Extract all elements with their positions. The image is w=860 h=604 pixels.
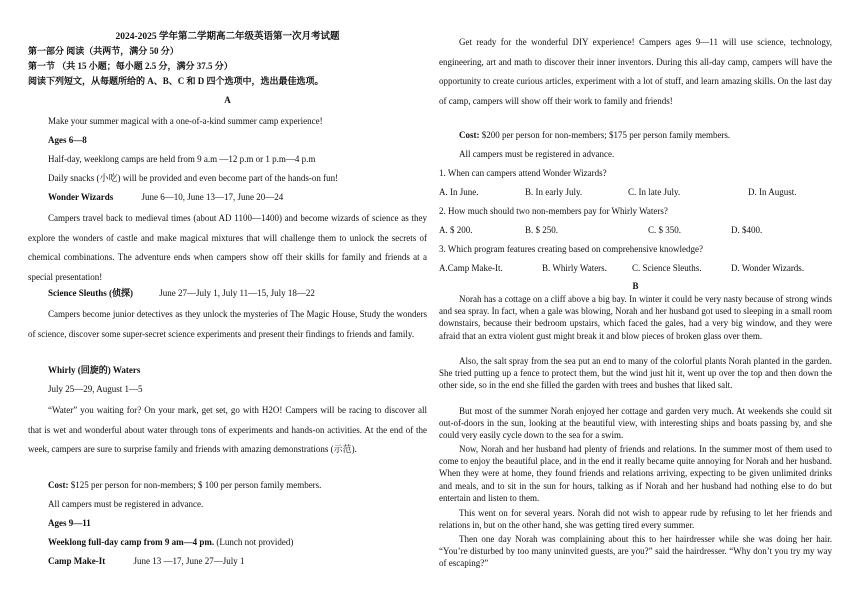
camp-make-it-description: Get ready for the wonderful DIY experience! Campers ages 9—11 will use science, technology, engineering, art and math to discover their inner inventors. During this all-day camp, campers will have the opportunity to create curious articles, experiment with a lot of stuff, and learn amazing skills. On the last day of camp, campers will show off their work to family and friends! [439,37,832,106]
q2-option-b[interactable]: B. $ 250. [525,225,559,235]
q1-option-c[interactable]: C. In late July. [628,187,681,197]
fullday-line [48,536,293,548]
q3-option-c[interactable]: C. Science Sleuths. [632,263,702,273]
ages-9-11-heading: Ages 9—11 [48,518,91,528]
passage-b-paragraph-3: But most of the summer Norah enjoyed her cottage and garden very much. At weekends she could sit out-of-doors in the sun, looking at the beautiful view, with interesting ships and boats passing by, and she could very easily cycle down to the sea for a swim. [439,406,832,441]
wonder-wizards-line [48,191,283,203]
camp-make-it-title: Camp Make-It [48,556,106,566]
whirly-waters-title: Whirly (回旋的) Waters [48,365,141,375]
passage-b-paragraph-5: This went on for several years. Norah did not wish to appear rude by refusing to let her friends and relations in, but on the other hand, she was getting tired every summer. [439,508,832,531]
q2-option-c[interactable]: C. $ 350. [648,225,682,235]
part-heading: 第一部分 阅读（共两节，满分 50 分） [28,46,179,56]
science-sleuths-description: Campers become junior detectives as they unlock the mysteries of The Magic House, Study the wonders of science, discover some super-secret science experiments and present their findings to friends and family. [28,309,427,339]
q3-option-b[interactable]: B. Whirly Waters. [542,263,607,273]
passage-a-letter: A [224,95,231,105]
q1-option-a[interactable]: A. In June. [439,187,479,197]
cost-label-2: Cost: [459,130,480,140]
passage-b-paragraph-6: Then one day Norah was complaining about this to her hairdresser while she was doing her hair. “You’re disturbed by too many uninvited guests, are you?” said the hairdresser. “Why don’t you try my way of escaping?” [439,534,832,569]
cost-value-2: $200 per person for non-members; $175 per person family members. [481,130,731,140]
q3-option-a[interactable]: A.Camp Make-It. [439,263,503,273]
q2-option-a[interactable]: A. $ 200. [439,225,473,235]
cost-line-2 [459,129,730,141]
camp-make-it-line [48,555,245,567]
question-3-stem: 3. Which program features creating based on comprehensive knowledge? [439,244,703,254]
cost-line-1 [48,479,321,491]
passage-b-letter: B [632,281,639,291]
wonder-wizards-dates: June 6—10, June 13—17, June 20—24 [141,192,284,202]
q1-option-d[interactable]: D. In August. [748,187,797,197]
science-sleuths-line [48,287,315,299]
fullday-hours: Weeklong full-day camp from 9 am—4 pm. [48,537,215,547]
lunch-note: (Lunch not provided) [216,537,294,547]
halfday-note: Half-day, weeklong camps are held from 9 a.m —12 p.m or 1 p.m—4 p.m [48,154,316,164]
section-heading: 第一节 （共 15 小题；每小题 2.5 分，满分 37.5 分） [28,61,233,71]
whirly-waters-dates: July 25—29, August 1—5 [48,384,143,394]
cost-label-1: Cost: [48,480,69,490]
q3-option-d[interactable]: D. Wonder Wizards. [731,263,805,273]
science-sleuths-title: Science Sleuths (侦探) [48,288,133,298]
ages-6-8-heading: Ages 6—8 [48,135,87,145]
science-sleuths-dates: June 27—July 1, July 11—15, July 18—22 [159,288,315,298]
passage-a-intro: Make your summer magical with a one-of-a-kind summer camp experience! [48,116,323,126]
exam-title: 2024-2025 学年第二学期高二年级英语第一次月考试题 [115,32,340,42]
q1-option-b[interactable]: B. In early July. [525,187,583,197]
instructions: 阅读下列短文，从每题所给的 A、B、C 和 D 四个选项中，选出最佳选项。 [28,76,324,86]
q2-option-d[interactable]: D. $400. [731,225,763,235]
passage-b-paragraph-1: Norah has a cottage on a cliff above a big bay. In winter it could be very nasty because of strong winds and sea spray. In fact, when a gale was blowing, Norah and her husband got used to sleeping in a small room downstairs, because their bedroom upstairs, which faced the gales, had a very big window, and they were afraid that an extra violent gust might break it and blow pieces of broken glass over them. [439,294,832,341]
passage-b-paragraph-4: Now, Norah and her husband had plenty of friends and relations. In the summer most of them used to come to enjoy the beautiful place, and in the end it really became quite annoying for Norah and her husband. When they were at home, they found friends and relations arriving, expecting to be given unlimited drinks and meals, and to sit in the sun for hours, talking as if Norah and her husband had nothing else to do but entertain and listen to them. [439,444,832,503]
question-2-stem: 2. How much should two non-members pay for Whirly Waters? [439,206,668,216]
question-1-stem: 1. When can campers attend Wonder Wizards? [439,168,607,178]
registration-note-1: All campers must be registered in advance. [48,499,204,509]
camp-make-it-dates: June 13 —17, June 27—July 1 [133,556,245,566]
cost-value-1: $125 per person for non-members; $ 100 per person family members. [70,480,322,490]
snacks-note: Daily snacks (小吃) will be provided and even become part of the hands-on fun! [48,173,339,183]
registration-note-2: All campers must be registered in advance. [459,149,615,159]
wonder-wizards-title: Wonder Wizards [48,192,114,202]
whirly-waters-description: “Water” you waiting for? On your mark, get set, go with H2O! Campers will be racing to discover all that is wet and wonderful about water through tons of experiments and hands-on activities. At the end of the week, campers are sure to surprise family and friends with amazing demonstrations (示范). [28,405,427,454]
passage-b-paragraph-2: Also, the salt spray from the sea put an end to many of the colorful plants Norah planted in the garden. She tried putting up a fence to protect them, but the wind just hit it, went up over the top and then down the other side, so in the end she filled the garden with trees and bushes that liked salt. [439,356,832,391]
wonder-wizards-description: Campers travel back to medieval times (about AD 1100—1400) and become wizards of science as they explore the wonders of castle and make magical mixtures that will challenge them to unlock the secrets of chemical combinations. The adventure ends when campers show off their skills for family and friends at a special presentation! [28,213,427,282]
